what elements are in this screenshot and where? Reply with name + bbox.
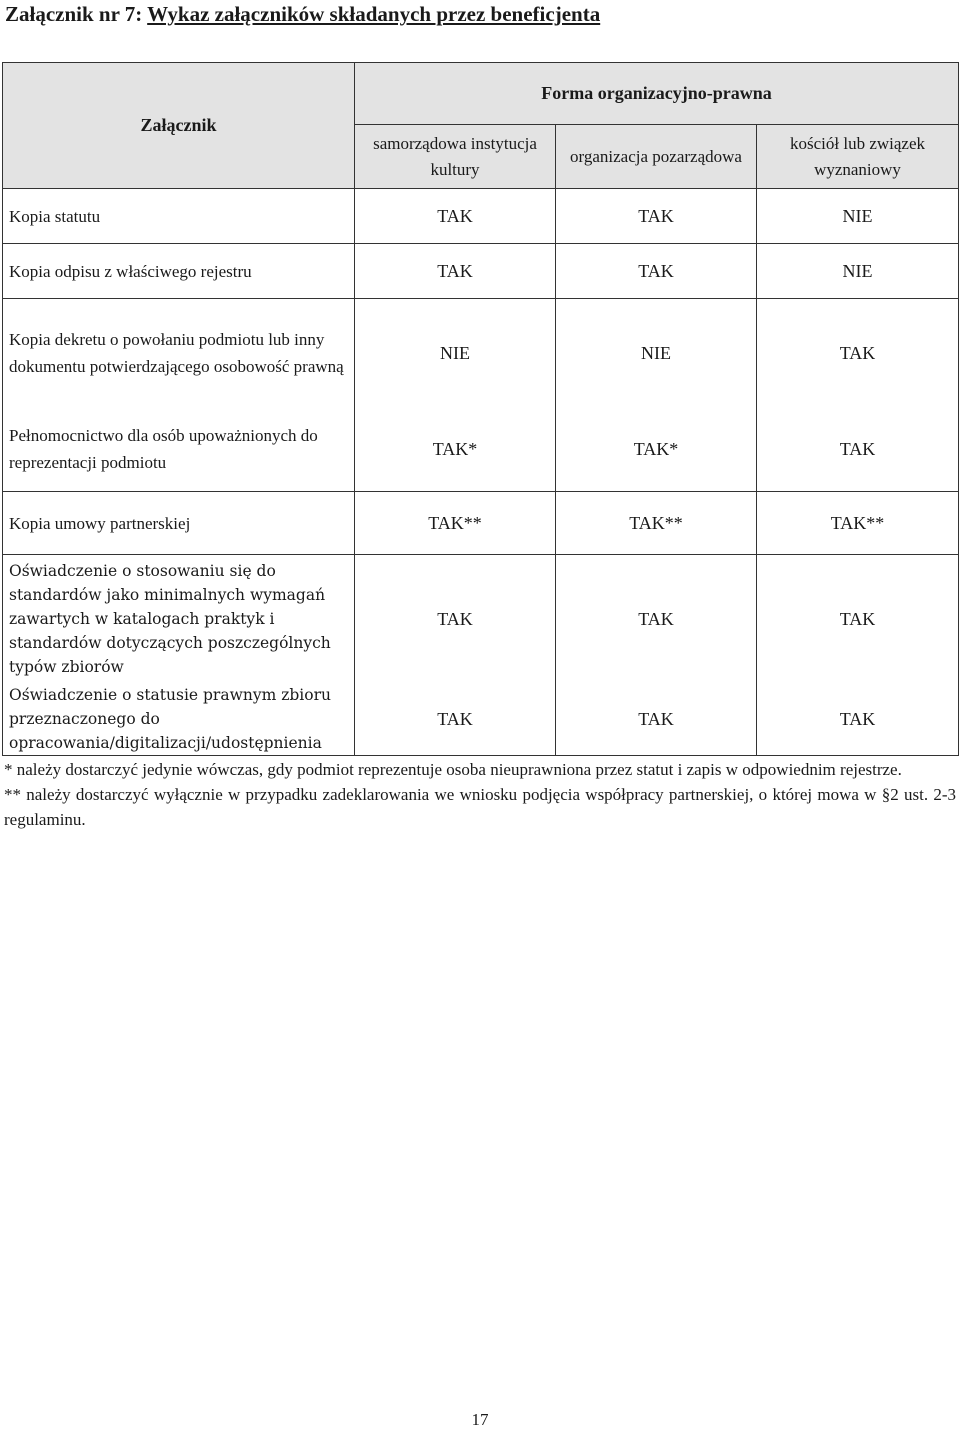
row-label: Kopia statutu [3, 189, 355, 244]
title-prefix: Załącznik nr 7: [5, 2, 143, 26]
header-col-samorzadowa: samorządowa instytucja kultury [355, 125, 556, 189]
cell-value: TAK [757, 555, 959, 684]
cell-value: TAK [757, 299, 959, 408]
table-row [3, 244, 959, 299]
header-col-organizacja: organizacja pozarządowa [556, 125, 757, 189]
table-row [3, 683, 959, 756]
cell-value: TAK** [556, 492, 757, 555]
page-number: 17 [471, 1410, 489, 1429]
row-label: Kopia umowy partnerskiej [3, 492, 355, 555]
footnote-double-star: ** należy dostarczyć wyłącznie w przypadku zadeklarowania we wniosku podjęcia współpracy partnerskiej, o której mowa w §2 ust. 2-3 regulaminu. [4, 785, 956, 829]
footnotes [4, 757, 956, 832]
cell-value: NIE [757, 189, 959, 244]
table-row [3, 555, 959, 684]
cell-value: TAK* [556, 407, 757, 492]
header-col-kosciol: kościół lub związek wyznaniowy [757, 125, 959, 189]
table-row [3, 299, 959, 408]
title-text: Wykaz załączników składanych przez beneficjenta [147, 2, 601, 26]
cell-value: TAK [556, 555, 757, 684]
cell-value: TAK [757, 407, 959, 492]
cell-value: TAK [355, 555, 556, 684]
attachments-table [2, 62, 959, 756]
table-row [3, 407, 959, 492]
cell-value: TAK [355, 189, 556, 244]
cell-value: TAK [556, 683, 757, 756]
row-label: Kopia dekretu o powołaniu podmiotu lub inny dokumentu potwierdzającego osobowość prawną [3, 299, 355, 408]
header-forma-group: Forma organizacyjno-prawna [355, 63, 959, 125]
table-row [3, 492, 959, 555]
cell-value: TAK [556, 244, 757, 299]
footnote-single-star: * należy dostarczyć jedynie wówczas, gdy podmiot reprezentuje osoba nieuprawniona przez statut i zapis w odpowiednim rejestrze. [4, 760, 902, 779]
cell-value: NIE [355, 299, 556, 408]
row-label: Pełnomocnictwo dla osób upoważnionych do reprezentacji podmiotu [3, 407, 355, 492]
cell-value: TAK** [757, 492, 959, 555]
cell-value: TAK [556, 189, 757, 244]
cell-value: TAK* [355, 407, 556, 492]
row-label: Kopia odpisu z właściwego rejestru [3, 244, 355, 299]
page-title [5, 0, 600, 28]
cell-value: TAK** [355, 492, 556, 555]
table-row [3, 189, 959, 244]
row-label: Oświadczenie o statusie prawnym zbioru przeznaczonego do opracowania/digitalizacji/udostępnienia [3, 683, 355, 756]
cell-value: TAK [355, 244, 556, 299]
header-attachment: Załącznik [3, 63, 355, 189]
cell-value: TAK [355, 683, 556, 756]
row-label: Oświadczenie o stosowaniu się do standardów jako minimalnych wymagań zawartych w katalogach praktyk i standardów dotyczących poszczególnych typów zbiorów [3, 555, 355, 684]
cell-value: TAK [757, 683, 959, 756]
cell-value: NIE [556, 299, 757, 408]
cell-value: NIE [757, 244, 959, 299]
